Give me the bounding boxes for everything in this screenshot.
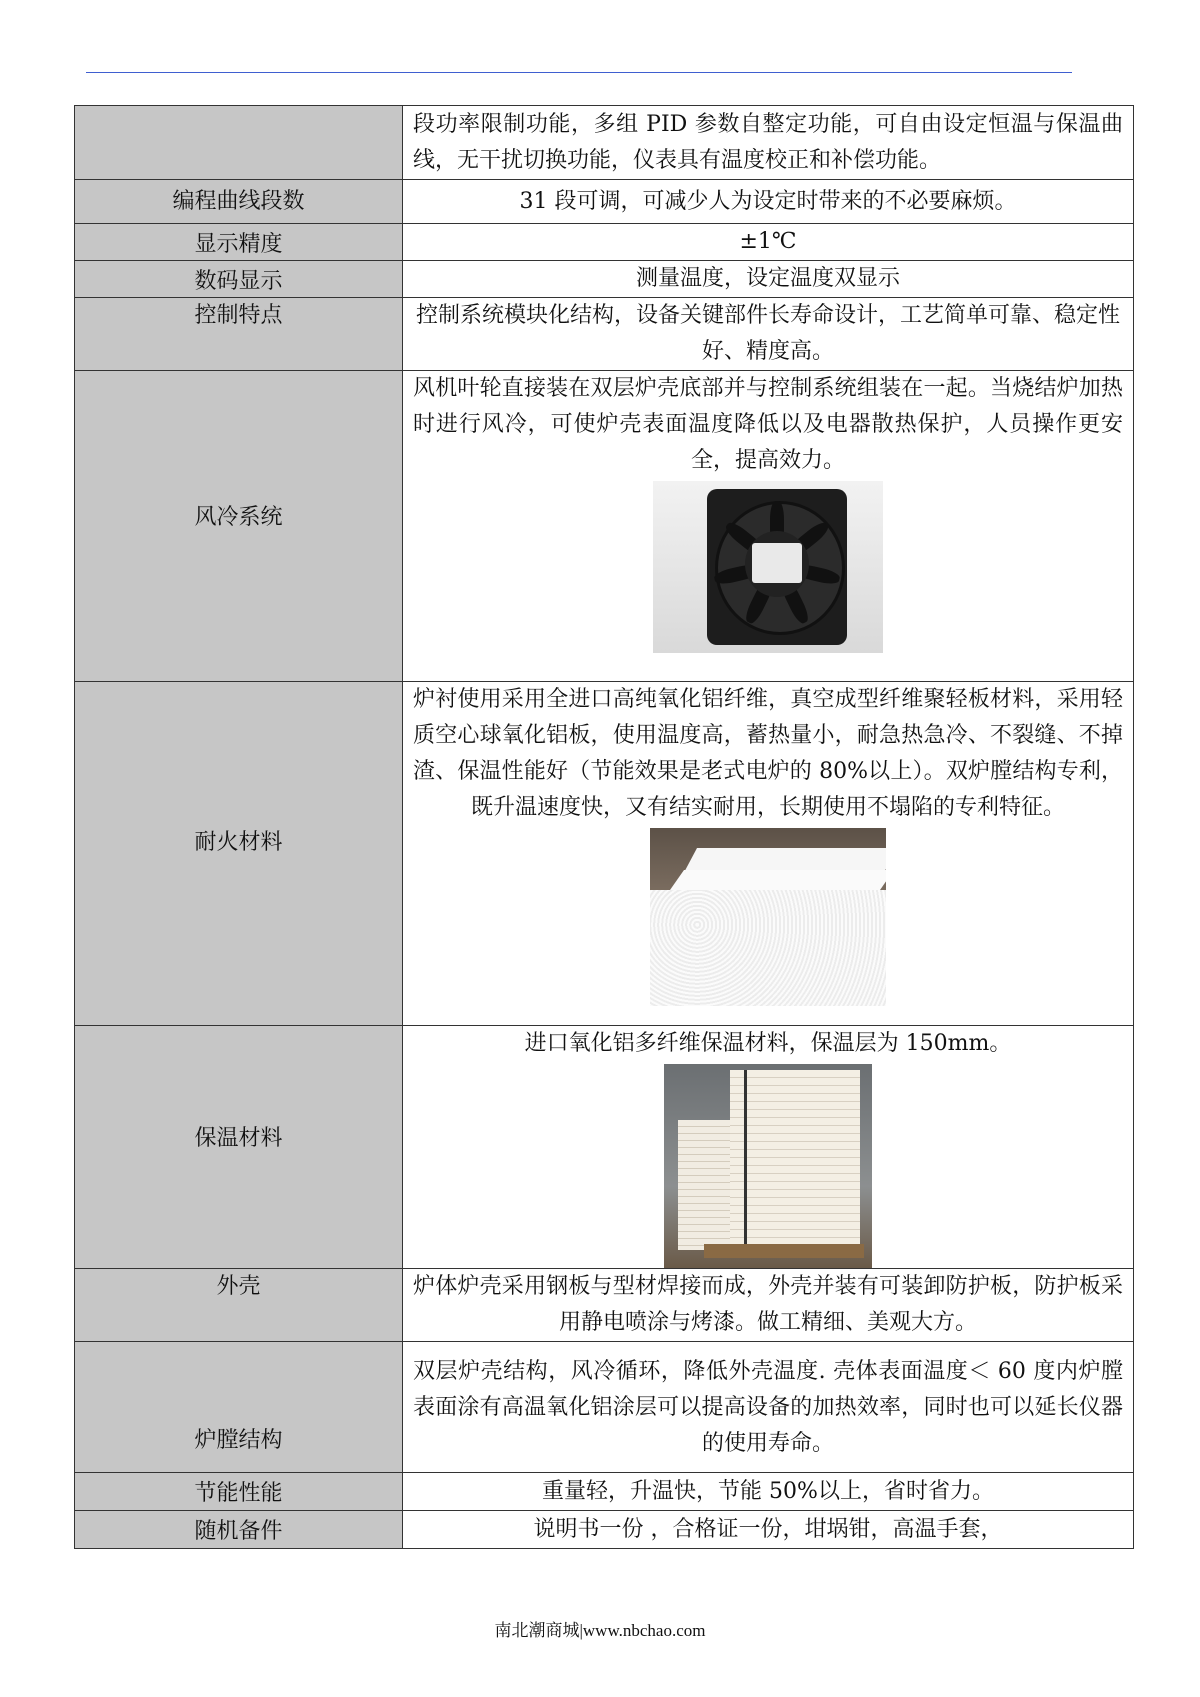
row-value: 双层炉壳结构，风冷循环，降低外壳温度. 壳体表面温度＜ 60 度内炉膛表面涂有高温氧化铝涂层可以提高设备的加热效率，同时也可以延长仪器的使用寿命。	[403, 1342, 1134, 1473]
table-row	[75, 1511, 1134, 1549]
row-label: 保温材料	[75, 1026, 403, 1269]
row-value	[403, 1026, 1134, 1269]
row-label: 编程曲线段数	[75, 180, 403, 224]
cooling-fan-image	[653, 481, 883, 653]
row-label: 耐火材料	[75, 682, 403, 1026]
row-value: 控制系统模块化结构，设备关键部件长寿命设计，工艺简单可靠、稳定性好、精度高。	[403, 298, 1134, 371]
row-label: 风冷系统	[75, 371, 403, 682]
table-row	[75, 261, 1134, 298]
table-row	[75, 180, 1134, 224]
row-value: 说明书一份 ，合格证一份，坩埚钳，高温手套，	[403, 1511, 1134, 1549]
row-value	[403, 682, 1134, 1026]
table-row	[75, 1473, 1134, 1511]
insulation-description: 进口氧化铝多纤维保温材料，保温层为 150mm。	[524, 1031, 1012, 1056]
row-value: 测量温度，设定温度双显示	[403, 261, 1134, 298]
row-label: 炉膛结构	[75, 1342, 403, 1473]
fan-description: 风机叶轮直接装在双层炉壳底部并与控制系统组装在一起。当烧结炉加热时进行风冷，可使炉壳表面温度降低以及电器散热保护，人员操作更安全，提高效力。	[413, 376, 1123, 473]
row-value: 段功率限制功能，多组 PID 参数自整定功能，可自由设定恒温与保温曲线，无干扰切换功能，仪表具有温度校正和补偿功能。	[403, 106, 1134, 180]
refractory-description: 炉衬使用采用全进口高纯氧化铝纤维，真空成型纤维聚轻板材料，采用轻质空心球氧化铝板，使用温度高，蓄热量小，耐急热急冷、不裂缝、不掉渣、保温性能好（节能效果是老式电炉的 80%以上）。双炉膛结构专利，既升温速度快，又有结实耐用，长期使用不塌陷的专利特征。	[413, 687, 1123, 820]
header-rule	[86, 72, 1072, 73]
table-row	[75, 224, 1134, 261]
row-value: 重量轻，升温快，节能 50%以上，省时省力。	[403, 1473, 1134, 1511]
table-row	[75, 106, 1134, 180]
row-value: 31 段可调，可减少人为设定时带来的不必要麻烦。	[403, 180, 1134, 224]
row-label: 数码显示	[75, 261, 403, 298]
row-label: 节能性能	[75, 1473, 403, 1511]
spec-table	[74, 105, 1134, 1549]
table-row	[75, 1269, 1134, 1342]
row-label	[75, 106, 403, 180]
row-label: 显示精度	[75, 224, 403, 261]
row-label: 控制特点	[75, 298, 403, 371]
row-value	[403, 371, 1134, 682]
row-label: 随机备件	[75, 1511, 403, 1549]
row-value: ±1℃	[403, 224, 1134, 261]
insulation-stack-image	[664, 1064, 872, 1268]
table-row	[75, 682, 1134, 1026]
row-label: 外壳	[75, 1269, 403, 1342]
table-row	[75, 298, 1134, 371]
table-row	[75, 1342, 1134, 1473]
refractory-board-image	[650, 828, 886, 1006]
table-row	[75, 371, 1134, 682]
table-row	[75, 1026, 1134, 1269]
row-value: 炉体炉壳采用钢板与型材焊接而成，外壳并装有可装卸防护板，防护板采用静电喷涂与烤漆。做工精细、美观大方。	[403, 1269, 1134, 1342]
page-footer: 南北潮商城|www.nbchao.com	[494, 1621, 706, 1640]
